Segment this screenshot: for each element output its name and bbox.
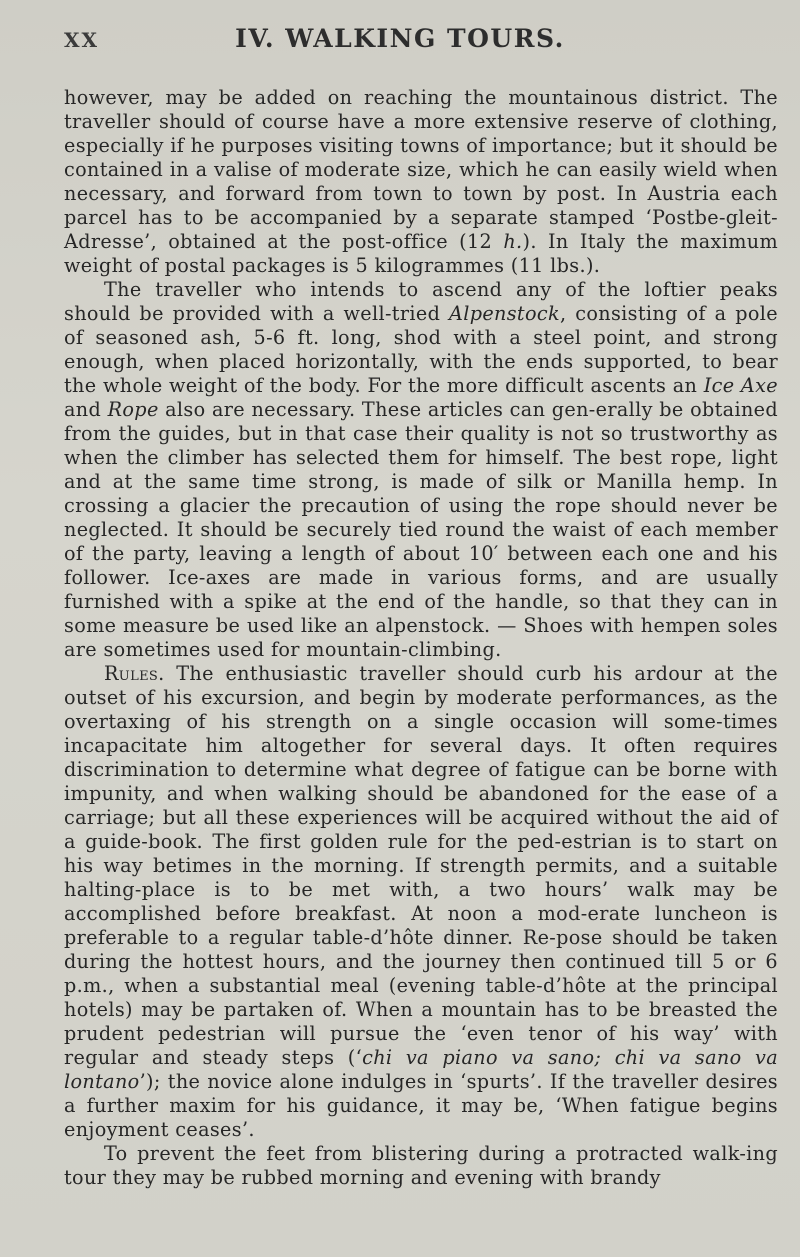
section-heading: Rules.: [104, 662, 165, 685]
body-text: [64, 86, 778, 1190]
paragraph: Rules. The enthusiastic traveller should curb his ardour at the outset of his excursion, and begin by moderate performances, as the overtaxing of his strength on a single occasion will some-times incapacitate him altogether for several days. It often requires discrimination to determine what degree of fatigue can be borne with impunity, and when walking should be abandoned for the ease of a carriage; but all these experiences will be acquired without the aid of a guide-book. The first golden rule for the ped-estrian is to start on his way betimes in the morning. If strength permits, and a suitable halting-place is to be met with, a two hours’ walk may be accomplished before breakfast. At noon a mod-erate luncheon is preferable to a regular table-d’hôte dinner. Re-pose should be taken during the hottest hours, and the journey then continued till 5 or 6 p.m., when a substantial meal (evening table-d’hôte at the principal hotels) may be partaken of. When a mountain has to be breasted the prudent pedestrian will pursue the ‘even tenor of his way’ with regular and steady steps (‘chi va piano va sano; chi va sano va lontano’); the novice alone indulges in ‘spurts’. If the traveller desires a further maxim for his guidance, it may be, ‘When fatigue begins enjoyment ceases’.: [64, 662, 778, 1141]
page-number: XX: [64, 28, 100, 52]
running-title: IV. WALKING TOURS.: [235, 24, 565, 53]
paragraph: however, may be added on reaching the mountainous district. The traveller should of course have a more extensive reserve of clothing, especially if he purposes visiting towns of importance; but it should be contained in a valise of moderate size, which he can easily wield when necessary, and forward from town to town by post. In Austria each parcel has to be accompanied by a separate stamped ‘Postbe-gleit-Adresse’, obtained at the post-office (12 h.). In Italy the maximum weight of postal packages is 5 kilogrammes (11 lbs.).: [64, 86, 779, 277]
paragraph: The traveller who intends to ascend any of the loftier peaks should be provided with a well-tried Alpenstock, consisting of a pole of seasoned ash, 5-6 ft. long, shod with a steel point, and strong enough, when placed horizontally, with the ends supported, to bear the whole weight of the body. For the more difficult ascents an Ice Axe and Rope also are necessary. These articles can gen-erally be obtained from the guides, but in that case their quality is not so trustworthy as when the climber has selected them for himself. The best rope, light and at the same time strong, is made of silk or Manilla hemp. In crossing a glacier the precaution of using the rope should never be neglected. It should be securely tied round the waist of each member of the party, leaving a length of about 10′ between each one and his follower. Ice-axes are made in various forms, and are usually furnished with a spike at the end of the handle, so that they can in some measure be used like an alpenstock. — Shoes with hempen soles are sometimes used for mountain-climbing.: [64, 278, 778, 661]
page-header: [0, 24, 800, 60]
paragraph: To prevent the feet from blistering during a protracted walk-ing tour they may be rubbed morning and evening with brandy: [64, 1142, 778, 1189]
